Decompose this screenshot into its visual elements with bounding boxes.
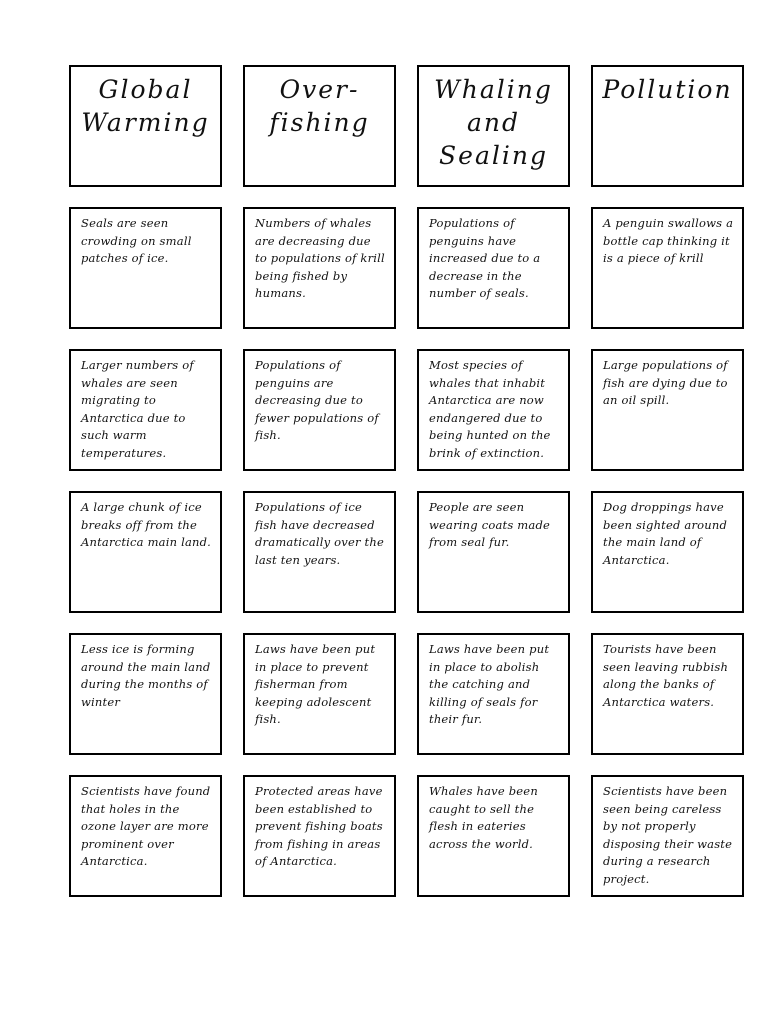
- scenario-card: Numbers of whales are decreasing due to populations of krill being fished by humans.: [243, 207, 396, 329]
- header-card-whaling-and-sealing: [417, 65, 570, 187]
- header-line: Pollution: [602, 75, 733, 104]
- header-line: Sealing: [439, 141, 548, 170]
- scenario-card: People are seen wearing coats made from seal fur.: [417, 491, 570, 613]
- scenario-card: Less ice is forming around the main land during the months of winter: [69, 633, 222, 755]
- header-title: [602, 73, 732, 106]
- header-card-global-warming: [69, 65, 222, 187]
- header-card-over-fishing: [243, 65, 396, 187]
- scenario-card: Populations of ice fish have decreased dramatically over the last ten years.: [243, 491, 396, 613]
- header-title: [434, 73, 553, 172]
- scenario-card: Protected areas have been established to prevent fishing boats from fishing in areas of Antarctica.: [243, 775, 396, 897]
- scenario-card: Scientists have found that holes in the ozone layer are more prominent over Antarctica.: [69, 775, 222, 897]
- header-title: [269, 73, 369, 139]
- scenario-card: Populations of penguins have increased due to a decrease in the number of seals.: [417, 207, 570, 329]
- header-title: [81, 73, 209, 139]
- scenario-card: Dog droppings have been sighted around the main land of Antarctica.: [591, 491, 744, 613]
- scenario-card: Scientists have been seen being careless by not properly disposing their waste during a research project.: [591, 775, 744, 897]
- header-line: Warming: [81, 108, 210, 137]
- scenario-card: Most species of whales that inhabit Antarctica are now endangered due to being hunted on the brink of extinction.: [417, 349, 570, 471]
- scenario-card: Tourists have been seen leaving rubbish along the banks of Antarctica waters.: [591, 633, 744, 755]
- card-sort-grid: [69, 65, 744, 917]
- scenario-card: Whales have been caught to sell the flesh in eateries across the world.: [417, 775, 570, 897]
- scenario-card: Seals are seen crowding on small patches of ice.: [69, 207, 222, 329]
- scenario-card: Larger numbers of whales are seen migrating to Antarctica due to such warm temperatures.: [69, 349, 222, 471]
- header-line: Whaling: [434, 75, 553, 104]
- scenario-card: Laws have been put in place to prevent fisherman from keeping adolescent fish.: [243, 633, 396, 755]
- header-line: fishing: [269, 108, 370, 137]
- scenario-card: A large chunk of ice breaks off from the Antarctica main land.: [69, 491, 222, 613]
- header-line: Over-: [279, 75, 360, 104]
- scenario-card: Populations of penguins are decreasing due to fewer populations of fish.: [243, 349, 396, 471]
- header-card-pollution: [591, 65, 744, 187]
- scenario-card: Laws have been put in place to abolish the catching and killing of seals for their fur.: [417, 633, 570, 755]
- scenario-card: A penguin swallows a bottle cap thinking it is a piece of krill: [591, 207, 744, 329]
- scenario-card: Large populations of fish are dying due to an oil spill.: [591, 349, 744, 471]
- header-line: Global: [98, 75, 193, 104]
- header-line: and: [466, 108, 520, 137]
